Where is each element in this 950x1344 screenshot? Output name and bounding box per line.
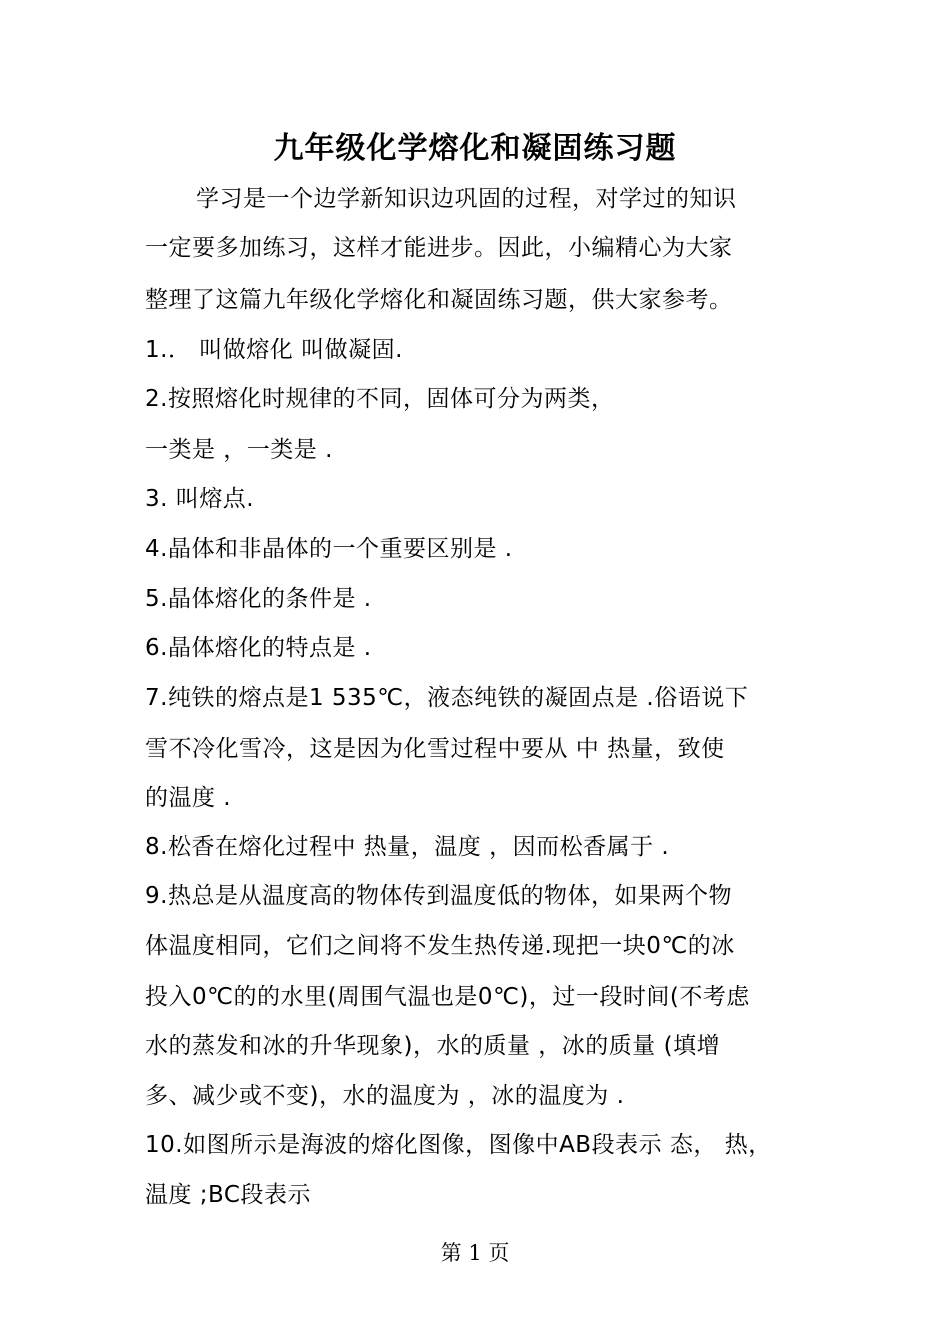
question-7: 7.纯铁的熔点是1 535℃，液态纯铁的凝固点是 .俗语说下	[145, 685, 749, 711]
question-7-continued-1: 雪不冷化雪冷，这是因为化雪过程中要从 中 热量，致使	[145, 736, 725, 762]
question-4: 4.晶体和非晶体的一个重要区别是 .	[145, 536, 513, 562]
question-9-continued-1: 体温度相同，它们之间将不发生热传递.现把一块0℃的冰	[145, 933, 735, 959]
question-9: 9.热总是从温度高的物体传到温度低的物体，如果两个物	[145, 883, 732, 909]
intro-line-3: 整理了这篇九年级化学熔化和凝固练习题，供大家参考。	[145, 287, 733, 313]
question-7-continued-2: 的温度 .	[145, 785, 232, 811]
question-2: 2.按照熔化时规律的不同，固体可分为两类，	[145, 386, 615, 412]
intro-line-1: 学习是一个边学新知识边巩固的过程，对学过的知识	[196, 186, 737, 212]
question-10: 10.如图所示是海波的熔化图像，图像中AB段表示 态， 热，	[145, 1132, 772, 1158]
question-9-continued-4: 多、减少或不变)，水的温度为 ，冰的温度为 .	[145, 1083, 625, 1109]
question-5: 5.晶体熔化的条件是 .	[145, 586, 372, 612]
question-6: 6.晶体熔化的特点是 .	[145, 635, 372, 661]
page-number: 第 1 页	[440, 1241, 510, 1265]
question-9-continued-3: 水的蒸发和冰的升华现象)，水的质量 ，冰的质量 (填增	[145, 1033, 721, 1059]
question-3: 3. 叫熔点.	[145, 486, 255, 512]
question-1: 1.． 叫做熔化 叫做凝固.	[145, 337, 403, 363]
document-title: 九年级化学熔化和凝固练习题	[273, 131, 677, 166]
question-10-continued: 温度 ;BC段表示	[145, 1182, 311, 1208]
question-8: 8.松香在熔化过程中 热量，温度 ，因而松香属于 .	[145, 834, 670, 860]
question-2-continued: 一类是 ，一类是 .	[145, 437, 333, 463]
question-9-continued-2: 投入0℃的的水里(周围气温也是0℃)，过一段时间(不考虑	[145, 984, 750, 1010]
intro-line-2: 一定要多加练习，这样才能进步。因此，小编精心为大家	[145, 235, 733, 261]
